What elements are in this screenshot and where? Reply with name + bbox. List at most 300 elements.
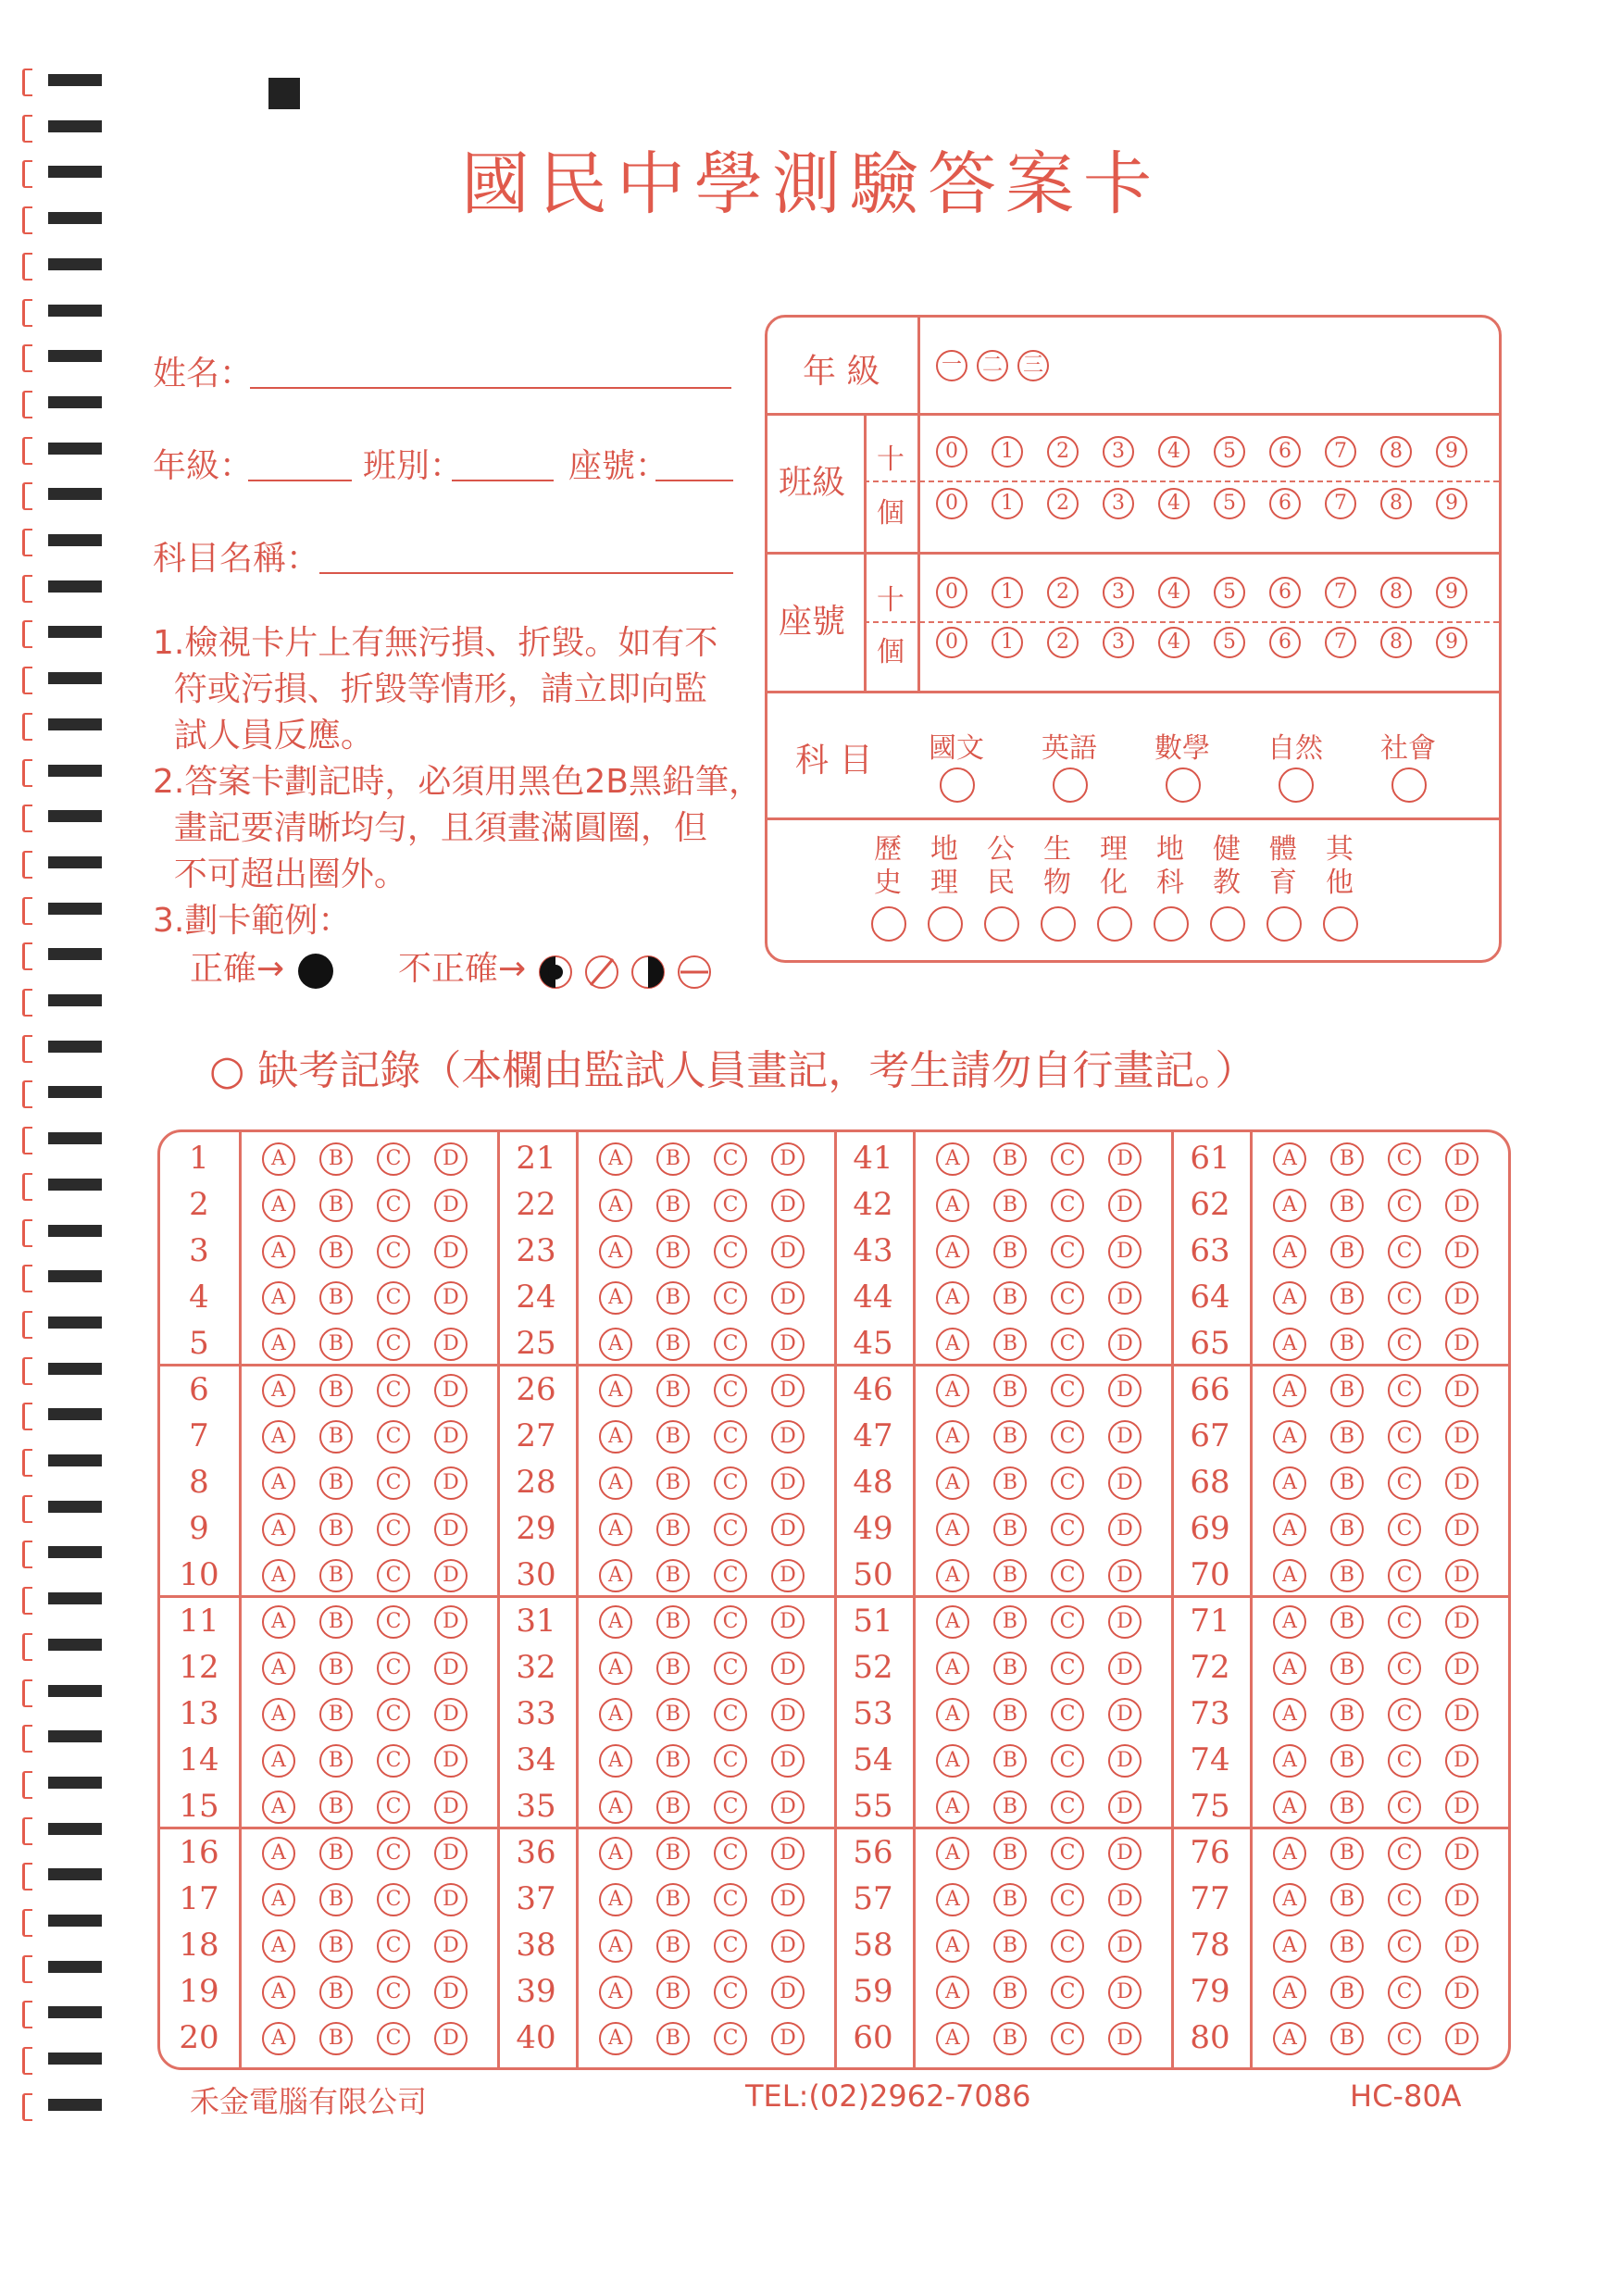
answer-bubble[interactable]: A [599, 1929, 632, 1963]
answer-bubble[interactable]: D [771, 1420, 805, 1454]
answer-bubble[interactable]: A [262, 1652, 295, 1685]
answer-bubble[interactable]: A [1273, 1744, 1306, 1778]
answer-bubble[interactable]: D [434, 1698, 468, 1731]
answer-bubble[interactable]: B [656, 1420, 690, 1454]
answer-bubble[interactable]: C [714, 1976, 747, 2009]
answer-bubble[interactable]: A [936, 1374, 969, 1407]
answer-bubble[interactable]: D [1445, 1837, 1479, 1870]
digit-bubble[interactable]: 1 [992, 577, 1023, 608]
answer-bubble[interactable]: C [714, 1559, 747, 1592]
answer-bubble[interactable]: C [1388, 1235, 1421, 1268]
answer-bubble[interactable]: B [319, 1189, 353, 1222]
answer-bubble[interactable]: B [993, 1605, 1027, 1639]
answer-bubble[interactable]: A [1273, 1652, 1306, 1685]
answer-bubble[interactable]: B [1330, 1744, 1364, 1778]
answer-bubble[interactable]: D [771, 1374, 805, 1407]
answer-bubble[interactable]: B [319, 1142, 353, 1176]
answer-bubble[interactable]: B [319, 1466, 353, 1500]
answer-bubble[interactable]: D [1108, 1189, 1142, 1222]
answer-bubble[interactable]: A [1273, 1328, 1306, 1361]
answer-bubble[interactable]: D [434, 1929, 468, 1963]
answer-bubble[interactable]: B [319, 1605, 353, 1639]
answer-bubble[interactable]: B [993, 2022, 1027, 2055]
answer-bubble[interactable]: C [1051, 1837, 1084, 1870]
answer-bubble[interactable]: B [656, 1744, 690, 1778]
digit-bubble[interactable]: 4 [1158, 627, 1190, 658]
answer-bubble[interactable]: D [1108, 1605, 1142, 1639]
answer-bubble[interactable]: A [936, 1791, 969, 1824]
answer-bubble[interactable]: A [936, 1559, 969, 1592]
answer-bubble[interactable]: B [656, 1466, 690, 1500]
answer-bubble[interactable]: B [656, 1698, 690, 1731]
answer-bubble[interactable]: A [1273, 1837, 1306, 1870]
answer-bubble[interactable]: C [1388, 1374, 1421, 1407]
answer-bubble[interactable]: C [714, 1281, 747, 1315]
answer-bubble[interactable]: B [1330, 1235, 1364, 1268]
answer-bubble[interactable]: B [1330, 1420, 1364, 1454]
answer-bubble[interactable]: C [1051, 1652, 1084, 1685]
answer-bubble[interactable]: B [319, 1883, 353, 1916]
answer-bubble[interactable]: D [1445, 1559, 1479, 1592]
grade-field[interactable] [248, 480, 352, 481]
answer-bubble[interactable]: C [714, 1744, 747, 1778]
answer-bubble[interactable]: C [714, 1189, 747, 1222]
answer-bubble[interactable]: D [434, 1328, 468, 1361]
answer-bubble[interactable]: D [1108, 1698, 1142, 1731]
digit-bubble[interactable]: 6 [1269, 577, 1301, 608]
answer-bubble[interactable]: C [1388, 1791, 1421, 1824]
answer-bubble[interactable]: C [714, 1328, 747, 1361]
answer-bubble[interactable]: A [262, 1837, 295, 1870]
answer-bubble[interactable]: D [1108, 1976, 1142, 2009]
answer-bubble[interactable]: D [1445, 2022, 1479, 2055]
digit-bubble[interactable]: 8 [1380, 488, 1412, 519]
answer-bubble[interactable]: B [656, 1142, 690, 1176]
answer-bubble[interactable]: C [1051, 1883, 1084, 1916]
answer-bubble[interactable]: A [262, 1374, 295, 1407]
digit-bubble[interactable]: 3 [1103, 488, 1134, 519]
answer-bubble[interactable]: B [1330, 1929, 1364, 1963]
answer-bubble[interactable]: B [656, 1559, 690, 1592]
answer-bubble[interactable]: B [993, 1420, 1027, 1454]
answer-bubble[interactable]: D [771, 1976, 805, 2009]
absence-record-label[interactable]: ○ 缺考記錄（本欄由監試人員畫記，考生請勿自行畫記。） [209, 1047, 1256, 1094]
digit-bubble[interactable]: 8 [1380, 436, 1412, 468]
answer-bubble[interactable]: D [771, 1328, 805, 1361]
answer-bubble[interactable]: C [714, 1466, 747, 1500]
answer-bubble[interactable]: D [1108, 1328, 1142, 1361]
answer-bubble[interactable]: B [656, 1281, 690, 1315]
answer-bubble[interactable]: D [434, 1837, 468, 1870]
answer-bubble[interactable]: D [434, 1883, 468, 1916]
answer-bubble[interactable]: B [319, 1976, 353, 2009]
answer-bubble[interactable]: B [993, 1652, 1027, 1685]
answer-bubble[interactable]: A [1273, 1976, 1306, 2009]
sub-subject-bubble[interactable] [1041, 906, 1076, 942]
digit-bubble[interactable]: 5 [1214, 627, 1245, 658]
answer-bubble[interactable]: D [771, 1698, 805, 1731]
answer-bubble[interactable]: D [771, 1791, 805, 1824]
digit-bubble[interactable]: 5 [1214, 436, 1245, 468]
answer-bubble[interactable]: C [1388, 1559, 1421, 1592]
answer-bubble[interactable]: A [1273, 1420, 1306, 1454]
answer-bubble[interactable]: C [714, 1235, 747, 1268]
answer-bubble[interactable]: C [377, 1698, 410, 1731]
seat-field[interactable] [655, 480, 733, 481]
answer-bubble[interactable]: C [714, 1929, 747, 1963]
answer-bubble[interactable]: B [1330, 1281, 1364, 1315]
answer-bubble[interactable]: B [993, 1189, 1027, 1222]
answer-bubble[interactable]: D [1108, 1235, 1142, 1268]
answer-bubble[interactable]: C [377, 1328, 410, 1361]
answer-bubble[interactable]: A [936, 1837, 969, 1870]
answer-bubble[interactable]: C [377, 1420, 410, 1454]
answer-bubble[interactable]: B [656, 1837, 690, 1870]
answer-bubble[interactable]: A [599, 1189, 632, 1222]
answer-bubble[interactable]: C [1051, 1559, 1084, 1592]
answer-bubble[interactable]: A [936, 1744, 969, 1778]
sub-subject-bubble[interactable] [1154, 906, 1189, 942]
answer-bubble[interactable]: C [377, 1791, 410, 1824]
answer-bubble[interactable]: D [1108, 1142, 1142, 1176]
answer-bubble[interactable]: C [377, 1652, 410, 1685]
digit-bubble[interactable]: 2 [1047, 488, 1079, 519]
answer-bubble[interactable]: C [1388, 1605, 1421, 1639]
answer-bubble[interactable]: C [377, 1559, 410, 1592]
answer-bubble[interactable]: A [262, 1883, 295, 1916]
answer-bubble[interactable]: D [1108, 2022, 1142, 2055]
answer-bubble[interactable]: A [1273, 1791, 1306, 1824]
digit-bubble[interactable]: 7 [1325, 436, 1356, 468]
answer-bubble[interactable]: A [1273, 1559, 1306, 1592]
answer-bubble[interactable]: B [1330, 1513, 1364, 1546]
digit-bubble[interactable]: 3 [1103, 436, 1134, 468]
answer-bubble[interactable]: A [262, 1142, 295, 1176]
digit-bubble[interactable]: 8 [1380, 627, 1412, 658]
answer-bubble[interactable]: B [1330, 1374, 1364, 1407]
answer-bubble[interactable]: A [599, 1883, 632, 1916]
answer-bubble[interactable]: B [1330, 1328, 1364, 1361]
answer-bubble[interactable]: D [771, 2022, 805, 2055]
answer-bubble[interactable]: C [1051, 1420, 1084, 1454]
answer-bubble[interactable]: B [993, 1466, 1027, 1500]
digit-bubble[interactable]: 0 [936, 436, 967, 468]
answer-bubble[interactable]: A [936, 1513, 969, 1546]
subject-bubble[interactable] [1053, 767, 1088, 803]
answer-bubble[interactable]: C [1388, 1837, 1421, 1870]
answer-bubble[interactable]: A [936, 1976, 969, 2009]
answer-bubble[interactable]: A [599, 1513, 632, 1546]
answer-bubble[interactable]: B [319, 1328, 353, 1361]
answer-bubble[interactable]: B [1330, 1652, 1364, 1685]
answer-bubble[interactable]: D [771, 1605, 805, 1639]
digit-bubble[interactable]: 4 [1158, 488, 1190, 519]
answer-bubble[interactable]: A [936, 1235, 969, 1268]
digit-bubble[interactable]: 7 [1325, 488, 1356, 519]
answer-bubble[interactable]: C [1051, 1605, 1084, 1639]
answer-bubble[interactable]: C [714, 1142, 747, 1176]
answer-bubble[interactable]: B [656, 1791, 690, 1824]
digit-bubble[interactable]: 9 [1436, 488, 1467, 519]
answer-bubble[interactable]: A [262, 1976, 295, 2009]
answer-bubble[interactable]: B [993, 1791, 1027, 1824]
answer-bubble[interactable]: B [656, 1652, 690, 1685]
answer-bubble[interactable]: C [377, 1976, 410, 2009]
answer-bubble[interactable]: B [656, 1976, 690, 2009]
digit-bubble[interactable]: 1 [992, 436, 1023, 468]
answer-bubble[interactable]: C [714, 1605, 747, 1639]
answer-bubble[interactable]: B [319, 2022, 353, 2055]
grade-option-bubble[interactable]: 一 [936, 350, 967, 381]
sub-subject-bubble[interactable] [984, 906, 1019, 942]
answer-bubble[interactable]: D [434, 2022, 468, 2055]
answer-bubble[interactable]: B [656, 1374, 690, 1407]
sub-subject-bubble[interactable] [1210, 906, 1245, 942]
answer-bubble[interactable]: A [262, 1791, 295, 1824]
answer-bubble[interactable]: A [936, 1328, 969, 1361]
answer-bubble[interactable]: D [1445, 1374, 1479, 1407]
answer-bubble[interactable]: D [771, 1513, 805, 1546]
answer-bubble[interactable]: C [1051, 1698, 1084, 1731]
digit-bubble[interactable]: 4 [1158, 577, 1190, 608]
answer-bubble[interactable]: C [1051, 1328, 1084, 1361]
answer-bubble[interactable]: B [656, 1883, 690, 1916]
answer-bubble[interactable]: D [1445, 1328, 1479, 1361]
answer-bubble[interactable]: D [771, 1235, 805, 1268]
answer-bubble[interactable]: C [1388, 1883, 1421, 1916]
answer-bubble[interactable]: A [936, 1652, 969, 1685]
answer-bubble[interactable]: C [714, 2022, 747, 2055]
digit-bubble[interactable]: 6 [1269, 436, 1301, 468]
answer-bubble[interactable]: D [1445, 1189, 1479, 1222]
digit-bubble[interactable]: 8 [1380, 577, 1412, 608]
answer-bubble[interactable]: C [1051, 1142, 1084, 1176]
digit-bubble[interactable]: 9 [1436, 436, 1467, 468]
answer-bubble[interactable]: C [377, 1142, 410, 1176]
answer-bubble[interactable]: A [936, 2022, 969, 2055]
answer-bubble[interactable]: D [1445, 1698, 1479, 1731]
answer-bubble[interactable]: A [262, 1235, 295, 1268]
answer-bubble[interactable]: D [1445, 1791, 1479, 1824]
answer-bubble[interactable]: D [434, 1976, 468, 2009]
answer-bubble[interactable]: A [1273, 1189, 1306, 1222]
answer-bubble[interactable]: C [714, 1698, 747, 1731]
answer-bubble[interactable]: C [1388, 1142, 1421, 1176]
answer-bubble[interactable]: B [993, 1281, 1027, 1315]
answer-bubble[interactable]: B [993, 1142, 1027, 1176]
answer-bubble[interactable]: D [434, 1559, 468, 1592]
answer-bubble[interactable]: A [262, 1559, 295, 1592]
answer-bubble[interactable]: B [1330, 2022, 1364, 2055]
answer-bubble[interactable]: A [936, 1929, 969, 1963]
answer-bubble[interactable]: A [262, 1929, 295, 1963]
answer-bubble[interactable]: D [1108, 1420, 1142, 1454]
answer-bubble[interactable]: A [1273, 1374, 1306, 1407]
answer-bubble[interactable]: C [1051, 1744, 1084, 1778]
answer-bubble[interactable]: C [1051, 1513, 1084, 1546]
answer-bubble[interactable]: C [1388, 1466, 1421, 1500]
subject-bubble[interactable] [1279, 767, 1314, 803]
subject-bubble[interactable] [1166, 767, 1201, 803]
answer-bubble[interactable]: A [262, 2022, 295, 2055]
digit-bubble[interactable]: 0 [936, 627, 967, 658]
answer-bubble[interactable]: A [599, 1559, 632, 1592]
answer-bubble[interactable]: A [599, 1652, 632, 1685]
answer-bubble[interactable]: D [771, 1883, 805, 1916]
answer-bubble[interactable]: D [771, 1744, 805, 1778]
digit-bubble[interactable]: 3 [1103, 577, 1134, 608]
answer-bubble[interactable]: A [599, 1837, 632, 1870]
answer-bubble[interactable]: C [714, 1883, 747, 1916]
answer-bubble[interactable]: A [1273, 1466, 1306, 1500]
answer-bubble[interactable]: D [1445, 1513, 1479, 1546]
answer-bubble[interactable]: D [1108, 1466, 1142, 1500]
answer-bubble[interactable]: A [599, 1466, 632, 1500]
answer-bubble[interactable]: B [1330, 1976, 1364, 2009]
answer-bubble[interactable]: D [434, 1513, 468, 1546]
answer-bubble[interactable]: A [262, 1328, 295, 1361]
answer-bubble[interactable]: A [599, 1698, 632, 1731]
answer-bubble[interactable]: A [1273, 1883, 1306, 1916]
answer-bubble[interactable]: A [599, 1142, 632, 1176]
answer-bubble[interactable]: C [1388, 1929, 1421, 1963]
answer-bubble[interactable]: D [1445, 1605, 1479, 1639]
answer-bubble[interactable]: C [1388, 1652, 1421, 1685]
answer-bubble[interactable]: B [319, 1559, 353, 1592]
answer-bubble[interactable]: A [262, 1744, 295, 1778]
answer-bubble[interactable]: C [1051, 1466, 1084, 1500]
subject-bubble[interactable] [1391, 767, 1427, 803]
answer-bubble[interactable]: D [1108, 1374, 1142, 1407]
answer-bubble[interactable]: B [993, 1976, 1027, 2009]
answer-bubble[interactable]: D [434, 1142, 468, 1176]
answer-bubble[interactable]: C [1388, 1698, 1421, 1731]
answer-bubble[interactable]: B [993, 1374, 1027, 1407]
answer-bubble[interactable]: D [771, 1837, 805, 1870]
answer-bubble[interactable]: D [771, 1189, 805, 1222]
answer-bubble[interactable]: A [599, 2022, 632, 2055]
answer-bubble[interactable]: C [1388, 1281, 1421, 1315]
answer-bubble[interactable]: D [434, 1791, 468, 1824]
answer-bubble[interactable]: A [936, 1281, 969, 1315]
answer-bubble[interactable]: C [377, 1929, 410, 1963]
answer-bubble[interactable]: D [1108, 1744, 1142, 1778]
answer-bubble[interactable]: A [599, 1976, 632, 2009]
answer-bubble[interactable]: D [434, 1652, 468, 1685]
answer-bubble[interactable]: D [434, 1281, 468, 1315]
answer-bubble[interactable]: D [1445, 1142, 1479, 1176]
answer-bubble[interactable]: C [1051, 1929, 1084, 1963]
answer-bubble[interactable]: A [1273, 1698, 1306, 1731]
grade-option-bubble[interactable]: 二 [977, 350, 1008, 381]
answer-bubble[interactable]: B [656, 1513, 690, 1546]
answer-bubble[interactable]: B [319, 1837, 353, 1870]
answer-bubble[interactable]: B [319, 1235, 353, 1268]
answer-bubble[interactable]: B [656, 2022, 690, 2055]
answer-bubble[interactable]: D [1445, 1652, 1479, 1685]
answer-bubble[interactable]: B [319, 1698, 353, 1731]
answer-bubble[interactable]: C [1051, 1374, 1084, 1407]
subject-bubble[interactable] [940, 767, 975, 803]
answer-bubble[interactable]: C [377, 1883, 410, 1916]
digit-bubble[interactable]: 5 [1214, 488, 1245, 519]
answer-bubble[interactable]: A [262, 1513, 295, 1546]
answer-bubble[interactable]: D [771, 1652, 805, 1685]
answer-bubble[interactable]: B [1330, 1142, 1364, 1176]
digit-bubble[interactable]: 6 [1269, 488, 1301, 519]
answer-bubble[interactable]: B [319, 1513, 353, 1546]
answer-bubble[interactable]: B [319, 1744, 353, 1778]
digit-bubble[interactable]: 2 [1047, 627, 1079, 658]
digit-bubble[interactable]: 9 [1436, 577, 1467, 608]
answer-bubble[interactable]: B [656, 1328, 690, 1361]
answer-bubble[interactable]: B [319, 1929, 353, 1963]
answer-bubble[interactable]: D [1108, 1929, 1142, 1963]
answer-bubble[interactable]: A [936, 1698, 969, 1731]
answer-bubble[interactable]: B [319, 1281, 353, 1315]
sub-subject-bubble[interactable] [1097, 906, 1132, 942]
grade-option-bubble[interactable]: 三 [1017, 350, 1049, 381]
answer-bubble[interactable]: B [1330, 1466, 1364, 1500]
answer-bubble[interactable]: D [1108, 1883, 1142, 1916]
answer-bubble[interactable]: C [1051, 1235, 1084, 1268]
answer-bubble[interactable]: C [714, 1791, 747, 1824]
answer-bubble[interactable]: B [319, 1791, 353, 1824]
answer-bubble[interactable]: D [1108, 1652, 1142, 1685]
answer-bubble[interactable]: C [1388, 1189, 1421, 1222]
answer-bubble[interactable]: B [1330, 1189, 1364, 1222]
answer-bubble[interactable]: A [936, 1142, 969, 1176]
answer-bubble[interactable]: C [714, 1420, 747, 1454]
answer-bubble[interactable]: A [1273, 1605, 1306, 1639]
digit-bubble[interactable]: 7 [1325, 577, 1356, 608]
answer-bubble[interactable]: B [656, 1189, 690, 1222]
answer-bubble[interactable]: C [1388, 1744, 1421, 1778]
answer-bubble[interactable]: D [1445, 1929, 1479, 1963]
answer-bubble[interactable]: C [377, 1189, 410, 1222]
answer-bubble[interactable]: C [1388, 2022, 1421, 2055]
digit-bubble[interactable]: 2 [1047, 436, 1079, 468]
answer-bubble[interactable]: D [1108, 1281, 1142, 1315]
subject-name-field[interactable] [319, 572, 733, 574]
answer-bubble[interactable]: C [1051, 1791, 1084, 1824]
answer-bubble[interactable]: B [656, 1235, 690, 1268]
answer-bubble[interactable]: A [1273, 1513, 1306, 1546]
answer-bubble[interactable]: B [1330, 1883, 1364, 1916]
answer-bubble[interactable]: B [1330, 1698, 1364, 1731]
answer-bubble[interactable]: D [1108, 1837, 1142, 1870]
answer-bubble[interactable]: D [434, 1420, 468, 1454]
answer-bubble[interactable]: C [1388, 1513, 1421, 1546]
answer-bubble[interactable]: C [1388, 1420, 1421, 1454]
answer-bubble[interactable]: A [262, 1420, 295, 1454]
answer-bubble[interactable]: D [1108, 1559, 1142, 1592]
answer-bubble[interactable]: D [771, 1142, 805, 1176]
answer-bubble[interactable]: A [599, 1420, 632, 1454]
answer-bubble[interactable]: A [599, 1791, 632, 1824]
digit-bubble[interactable]: 2 [1047, 577, 1079, 608]
answer-bubble[interactable]: C [377, 1837, 410, 1870]
answer-bubble[interactable]: C [1051, 1189, 1084, 1222]
answer-bubble[interactable]: A [1273, 1929, 1306, 1963]
answer-bubble[interactable]: C [1388, 1976, 1421, 2009]
answer-bubble[interactable]: A [262, 1605, 295, 1639]
answer-bubble[interactable]: C [714, 1513, 747, 1546]
answer-bubble[interactable]: B [1330, 1559, 1364, 1592]
answer-bubble[interactable]: C [714, 1837, 747, 1870]
answer-bubble[interactable]: B [993, 1328, 1027, 1361]
answer-bubble[interactable]: D [771, 1559, 805, 1592]
